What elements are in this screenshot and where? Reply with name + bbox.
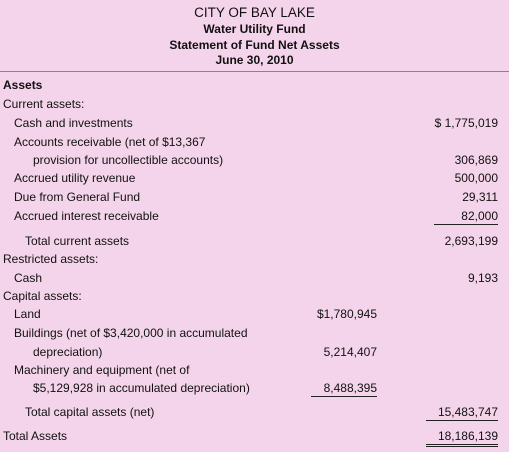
total-current-label: Total current assets	[25, 234, 130, 248]
cash-investments-label: Cash and investments	[14, 116, 133, 130]
total-current-row	[0, 234, 509, 252]
accrued-interest-label: Accrued interest receivable	[14, 209, 159, 223]
accrued-utility-total: 500,000	[454, 171, 498, 185]
cash-investments-total: $ 1,775,019	[434, 116, 498, 130]
capital-heading: Capital assets:	[3, 289, 82, 303]
machinery-label-line1: Machinery and equipment (net of	[14, 363, 190, 377]
total-assets-row	[0, 429, 509, 447]
machinery-label-line2: $5,129,928 in accumulated depreciation)	[33, 381, 250, 395]
due-general-row	[0, 190, 509, 208]
cash-total: 9,193	[467, 271, 498, 285]
machinery-row-1	[0, 363, 509, 381]
land-row	[0, 307, 509, 325]
assets-heading-row	[0, 78, 509, 96]
ar-row-2	[0, 153, 509, 171]
ar-total: 306,869	[454, 153, 498, 167]
statement-date: June 30, 2010	[215, 53, 294, 67]
restricted-heading-row	[0, 252, 509, 270]
assets-heading: Assets	[3, 78, 43, 92]
cash-label: Cash	[14, 271, 43, 285]
buildings-label-line2: depreciation)	[33, 345, 103, 359]
buildings-label-line1: Buildings (net of $3,420,000 in accumulated	[14, 326, 248, 340]
machinery-row-2	[0, 381, 509, 399]
entity-title: CITY OF BAY LAKE	[194, 5, 315, 20]
buildings-row-1	[0, 326, 509, 344]
accrued-utility-row	[0, 171, 509, 189]
cash-row	[0, 271, 509, 289]
restricted-heading: Restricted assets:	[3, 252, 99, 266]
ar-label-line1: Accounts receivable (net of $13,367	[14, 135, 206, 149]
accrued-interest-row	[0, 209, 509, 227]
statement-title: Statement of Fund Net Assets	[169, 38, 340, 52]
total-assets-label: Total Assets	[3, 429, 68, 443]
ar-label-line2: provision for uncollectible accounts)	[33, 153, 224, 167]
total-capital-label: Total capital assets (net)	[25, 405, 155, 419]
cash-investments-row	[0, 116, 509, 134]
capital-heading-row	[0, 289, 509, 307]
due-general-label: Due from General Fund	[14, 190, 141, 204]
buildings-amount: 5,214,407	[323, 345, 377, 359]
total-capital-row	[0, 405, 509, 423]
land-label: Land	[14, 307, 41, 321]
total-capital-total: 15,483,747	[426, 405, 498, 421]
total-assets-total: 18,186,139	[426, 429, 498, 447]
machinery-amount: 8,488,395	[311, 381, 377, 397]
land-amount: $1,780,945	[316, 307, 377, 321]
current-assets-heading: Current assets:	[3, 97, 85, 111]
accrued-interest-total: 82,000	[434, 209, 498, 225]
fund-title: Water Utility Fund	[203, 22, 306, 36]
header-divider	[0, 71, 509, 72]
accrued-utility-label: Accrued utility revenue	[14, 171, 136, 185]
buildings-row-2	[0, 345, 509, 363]
ar-row-1	[0, 135, 509, 153]
current-assets-heading-row	[0, 97, 509, 115]
due-general-total: 29,311	[462, 190, 498, 204]
total-current-total: 2,693,199	[444, 234, 498, 248]
